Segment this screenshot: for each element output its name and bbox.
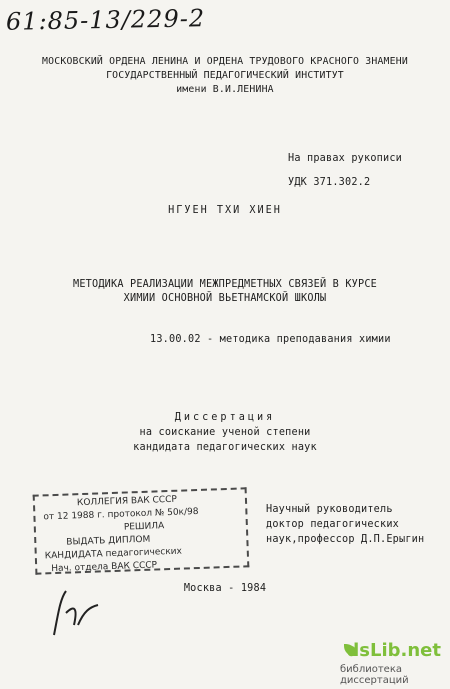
dslib-logo xyxy=(340,640,445,686)
supervisor-line-1: Научный руководитель xyxy=(266,504,393,515)
institution-line-1: МОСКОВСКИЙ ОРДЕНА ЛЕНИНА И ОРДЕНА ТРУДОВОГО КРАСНОГО ЗНАМЕНИ xyxy=(42,56,408,67)
logo-subtitle: библиотека диссертаций xyxy=(340,664,409,686)
archive-code-handwritten: 61:85-13/229-2 xyxy=(5,4,206,36)
stamp-line-1: КОЛЛЕГИЯ ВАК СССР xyxy=(76,494,178,509)
udc-code: УДК 371.302.2 xyxy=(288,177,371,188)
stamp-line-4: ВЫДАТЬ ДИПЛОМ xyxy=(66,534,151,548)
supervisor-line-3: наук,профессор Д.П.Ерыгин xyxy=(266,534,425,545)
handwritten-signature xyxy=(44,585,104,645)
degree-line-1: на соискание ученой степени xyxy=(139,427,311,438)
supervisor-line-2: доктор педагогических xyxy=(266,519,400,530)
institution-line-3: имени В.И.ЛЕНИНА xyxy=(176,84,274,95)
institution-line-2: ГОСУДАРСТВЕННЫЙ ПЕДАГОГИЧЕСКИЙ ИНСТИТУТ xyxy=(106,70,344,81)
logo-brand: dsLib.net xyxy=(346,640,441,661)
stamp-line-3: РЕШИЛА xyxy=(123,521,165,533)
approval-stamp xyxy=(33,487,250,574)
manuscript-rights: На правах рукописи xyxy=(288,153,403,164)
stamp-line-5: КАНДИДАТА педагогических xyxy=(44,546,183,562)
stamp-line-6: Нач. отдела ВАК СССР xyxy=(51,560,158,575)
city-year: Москва - 1984 xyxy=(183,583,267,594)
doc-type: Диссертация xyxy=(174,412,276,423)
specialty: 13.00.02 - методика преподавания химии xyxy=(150,334,391,345)
dissertation-title-line-2: ХИМИИ ОСНОВНОЙ ВЬЕТНАМСКОЙ ШКОЛЫ xyxy=(123,293,327,304)
author-name: НГУЕН ТХИ ХИЕН xyxy=(168,205,282,216)
stamp-line-2: от 12 1988 г. протокол № 50к/98 xyxy=(43,506,199,523)
degree-line-2: кандидата педагогических наук xyxy=(133,442,317,453)
dissertation-title-line-1: МЕТОДИКА РЕАЛИЗАЦИИ МЕЖПРЕДМЕТНЫХ СВЯЗЕЙ В КУРСЕ xyxy=(72,279,377,290)
